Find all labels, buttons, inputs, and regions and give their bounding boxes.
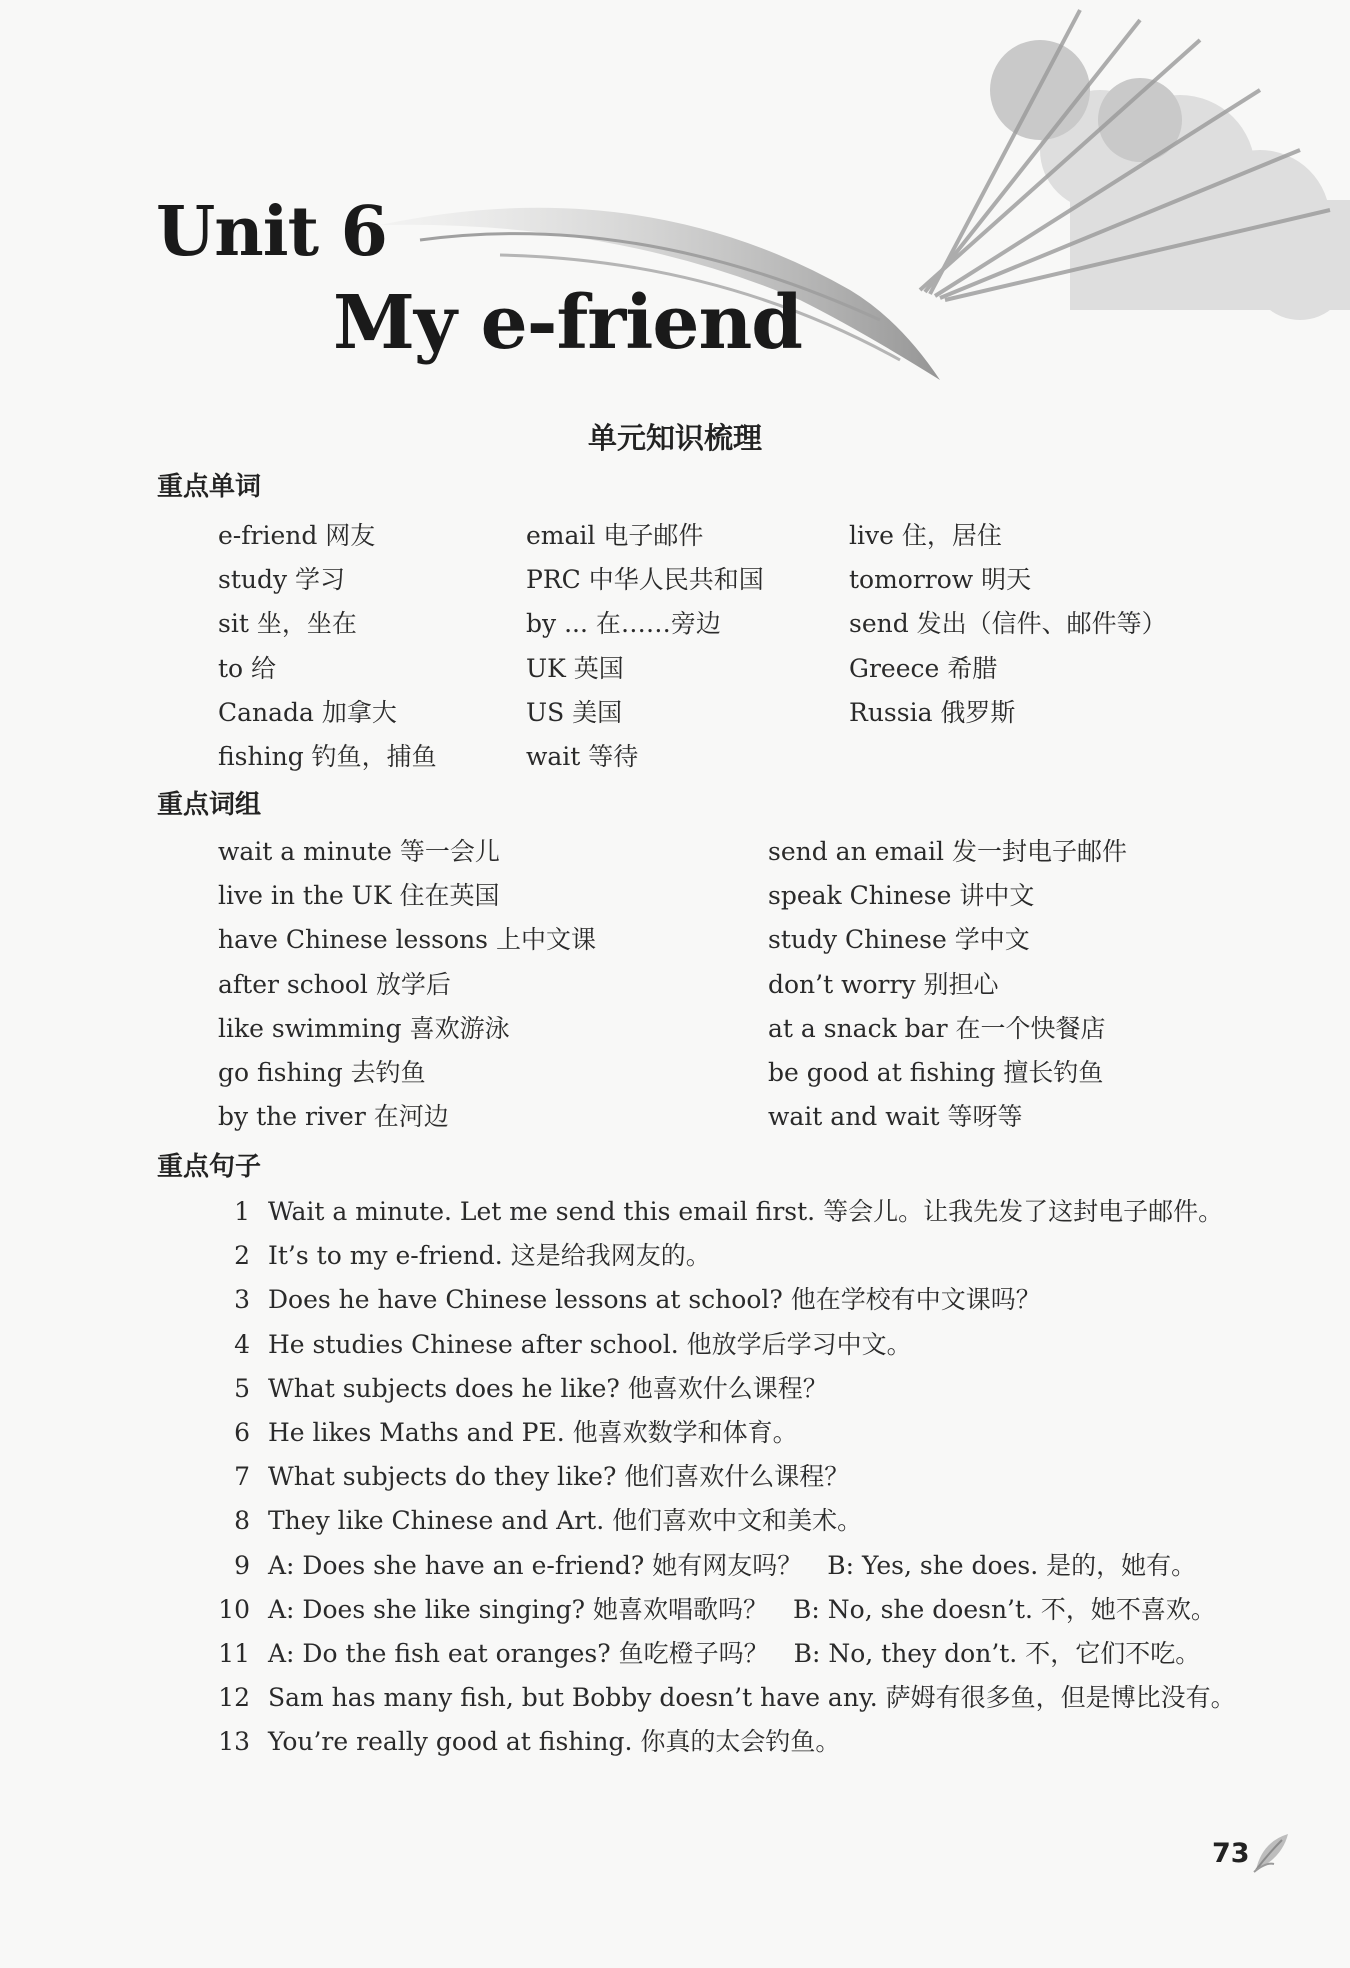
section-heading: 单元知识梳理: [587, 421, 762, 455]
key-sentences-list: [218, 1190, 1238, 1764]
sentence-text: What subjects does he like? 他喜欢什么课程？: [268, 1373, 828, 1403]
sentence-text: He studies Chinese after school. 他放学后学习中文。: [268, 1329, 912, 1359]
sentence-item: [218, 1455, 1238, 1499]
sentence-item: [218, 1411, 1238, 1455]
sentence-text: You’re really good at fishing. 你真的太会钓鱼。: [268, 1727, 841, 1757]
word-item: live 住，居住: [849, 521, 1002, 550]
sentence-number: 3: [234, 1285, 250, 1315]
lesson-title: My e-friend: [333, 280, 803, 366]
sentence-text: Sam has many fish, but Bobby doesn’t have any. 萨姆有很多鱼，但是博比没有。: [268, 1683, 1236, 1713]
sentence-number: 6: [234, 1417, 250, 1447]
sentence-item: [218, 1720, 1238, 1764]
phrase-item: send an email 发一封电子邮件: [768, 837, 1127, 866]
phrase-item: wait and wait 等呀等: [768, 1102, 1023, 1132]
phrase-item: be good at fishing 擅长钓鱼: [768, 1057, 1104, 1087]
word-item: sit 坐，坐在: [218, 609, 357, 639]
sentence-number: 2: [234, 1241, 250, 1271]
phrase-item: speak Chinese 讲中文: [768, 881, 1035, 911]
sentence-number: 8: [234, 1506, 250, 1536]
word-item: UK 英国: [526, 653, 624, 683]
sentence-text: A: Does she have an e-friend? 她有网友吗？ B: Yes, she does. 是的，她有。: [268, 1550, 1197, 1580]
phrase-item: go fishing 去钓鱼: [218, 1057, 426, 1087]
phrase-item: wait a minute 等一会儿: [218, 837, 500, 866]
key-phrases-heading: 重点词组: [157, 790, 262, 820]
word-item: email 电子邮件: [526, 521, 704, 550]
phrase-item: study Chinese 学中文: [768, 925, 1030, 955]
sentence-number: 1: [234, 1197, 250, 1226]
sentence-item: [218, 1323, 1238, 1367]
word-item: study 学习: [218, 565, 346, 595]
phrase-item: have Chinese lessons 上中文课: [218, 925, 596, 955]
sentence-text: They like Chinese and Art. 他们喜欢中文和美术。: [268, 1506, 863, 1536]
sentence-item: [218, 1632, 1238, 1676]
key-words-heading: 重点单词: [157, 472, 262, 502]
word-item: by ... 在……旁边: [526, 609, 721, 639]
key-sentences-heading: 重点句子: [157, 1152, 262, 1182]
sentence-text: Does he have Chinese lessons at school? 他在学校有中文课吗？: [268, 1285, 1041, 1315]
phrase-item: don’t worry 别担心: [768, 969, 999, 999]
sentence-text: A: Do the fish eat oranges? 鱼吃橙子吗？ B: No, they don’t. 不，它们不吃。: [268, 1638, 1201, 1668]
phrase-item: like swimming 喜欢游泳: [218, 1013, 510, 1043]
sentence-item: [218, 1588, 1238, 1632]
sentence-item: [218, 1499, 1238, 1543]
sentence-number: 5: [234, 1373, 250, 1403]
word-item: Canada 加拿大: [218, 697, 397, 727]
word-item: wait 等待: [526, 741, 639, 771]
sentence-number: 13: [218, 1727, 250, 1757]
sentence-number: 4: [234, 1329, 250, 1359]
sentence-item: [218, 1278, 1238, 1322]
phrase-item: at a snack bar 在一个快餐店: [768, 1013, 1106, 1043]
sentence-item: [218, 1190, 1238, 1234]
key-phrases-list: [218, 830, 1218, 1139]
sentence-number: 10: [218, 1594, 250, 1624]
sentence-number: 9: [234, 1550, 250, 1580]
sentence-number: 11: [218, 1638, 250, 1668]
sentence-item: [218, 1676, 1238, 1720]
word-item: fishing 钓鱼，捕鱼: [218, 741, 437, 771]
sentence-text: What subjects do they like? 他们喜欢什么课程？: [268, 1462, 850, 1492]
sentence-number: 12: [218, 1683, 250, 1713]
word-item: tomorrow 明天: [849, 565, 1032, 595]
word-item: Russia 俄罗斯: [849, 697, 1016, 727]
word-item: PRC 中华人民共和国: [526, 565, 764, 595]
phrase-item: live in the UK 住在英国: [218, 881, 500, 911]
leaf-icon: [1252, 1832, 1292, 1874]
phrase-item: after school 放学后: [218, 969, 451, 999]
phrase-item: by the river 在河边: [218, 1102, 449, 1132]
word-item: US 美国: [526, 697, 623, 727]
sentence-text: He likes Maths and PE. 他喜欢数学和体育。: [268, 1417, 798, 1447]
word-item: to 给: [218, 653, 277, 683]
sentence-number: 7: [234, 1462, 250, 1492]
word-item: [849, 735, 1209, 779]
sentence-text: It’s to my e-friend. 这是给我网友的。: [268, 1241, 711, 1271]
sentence-item: [218, 1367, 1238, 1411]
sentence-text: Wait a minute. Let me send this email first. 等会儿。让我先发了这封电子邮件。: [268, 1197, 1224, 1226]
word-item: Greece 希腊: [849, 653, 998, 683]
word-item: send 发出（信件、邮件等）: [849, 609, 1167, 639]
sentence-item: [218, 1544, 1238, 1588]
sentence-text: A: Does she like singing? 她喜欢唱歌吗？ B: No, she doesn’t. 不，她不喜欢。: [268, 1594, 1216, 1624]
key-words-list: [218, 514, 1218, 779]
word-item: e-friend 网友: [218, 521, 376, 550]
unit-title: Unit 6: [156, 192, 387, 272]
page-number: 73: [1212, 1838, 1250, 1869]
sentence-item: [218, 1234, 1238, 1278]
